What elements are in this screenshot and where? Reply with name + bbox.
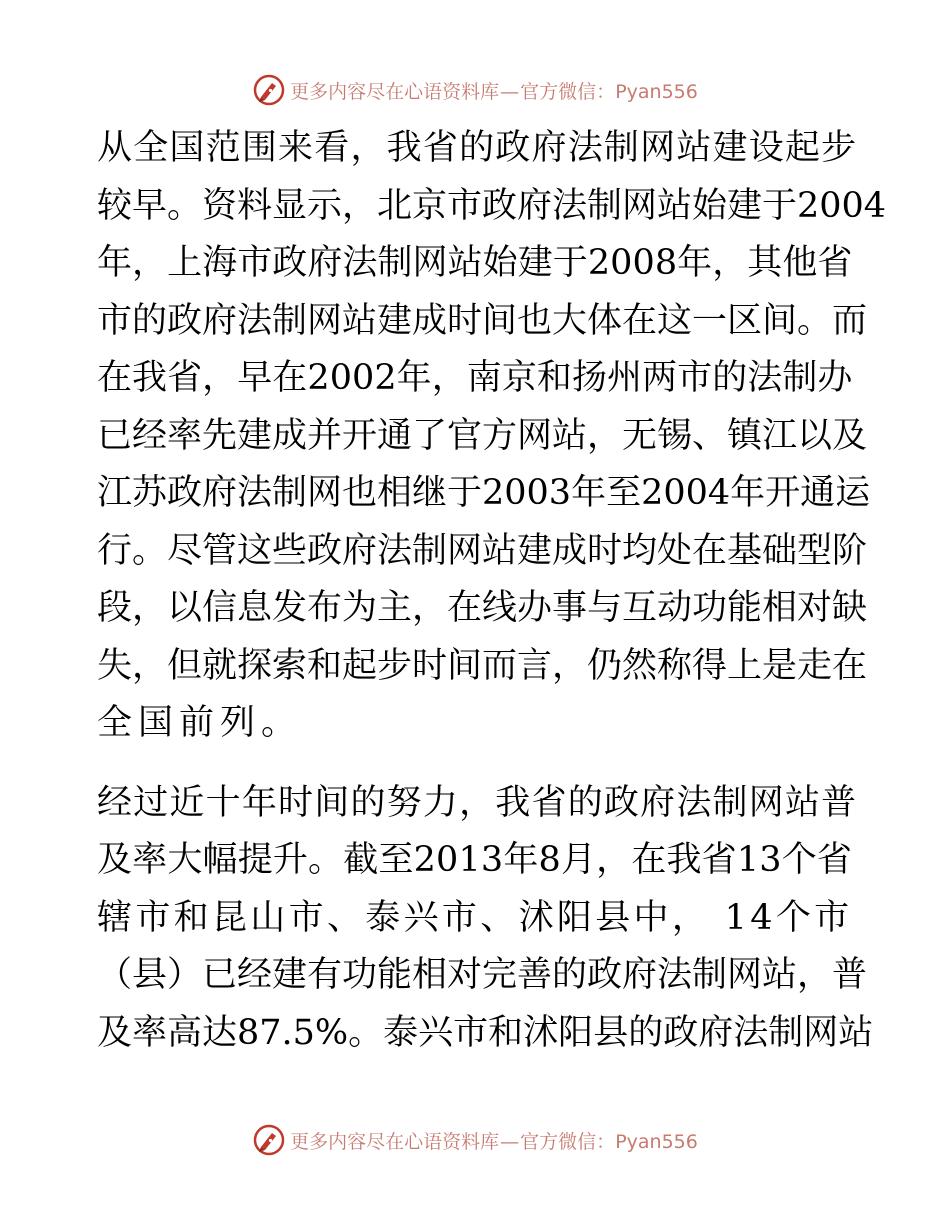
text-line: 年，上海市政府法制网站始建于2008年，其他省 [97,243,853,283]
footer-site-text: 更多内容尽在心语资料库 [290,1130,500,1153]
text-line: （县）已经建有功能相对完善的政府法制网站，普 [97,955,868,995]
paragraph-1 [97,120,887,753]
footer-banner-inner [252,1123,698,1157]
text-line: 市的政府法制网站建成时间也大体在这一区间。而 [97,300,868,341]
text-line: 较早。资料显示，北京市政府法制网站始建于2004 [97,185,887,226]
header-banner-text [290,77,698,104]
text-line: 及率高达87.5%。泰兴市和沭阳县的政府法制网站 [97,1012,874,1053]
header-banner [0,70,950,110]
footer-banner [0,1120,950,1160]
text-line: 已经率先建成并开通了官方网站，无锡、镇江以及 [97,415,868,456]
text-line: 从全国范围来看，我省的政府法制网站建设起步 [97,128,858,168]
text-line: 经过近十年时间的努力，我省的政府法制网站普 [97,782,858,823]
footer-banner-text [290,1127,698,1154]
footer-wechat-id: Pyan556 [615,1130,698,1153]
header-wechat-label: 官方微信： [520,80,616,103]
header-site-text: 更多内容尽在心语资料库 [290,80,500,103]
text-line: 在我省，早在2002年，南京和扬州两市的法制办 [97,358,853,398]
text-line: 行。尽管这些政府法制网站建成时均处在基础型阶 [97,530,868,571]
paragraph-2 [97,775,874,1063]
text-line: 段，以信息发布为主，在线办事与互动功能相对缺 [97,588,868,628]
header-separator: — [500,80,520,103]
pen-nib-logo-icon [252,73,286,107]
text-line: 全国前列。 [97,703,303,743]
text-line: 辖市和昆山市、泰兴市、沭阳县中， 14个市 [97,897,853,938]
document-body [97,120,887,1062]
text-line: 江苏政府法制网也相继于2003年至2004年开通运 [97,473,871,513]
pen-nib-logo-icon [252,1123,286,1157]
text-line: 及率大幅提升。截至2013年8月，在我省13个省 [97,840,853,880]
footer-wechat-label: 官方微信： [520,1130,616,1153]
footer-separator: — [500,1130,520,1153]
header-wechat-id: Pyan556 [615,80,698,103]
header-banner-inner [252,73,698,107]
text-line: 失，但就探索和起步时间而言，仍然称得上是走在 [97,645,868,686]
